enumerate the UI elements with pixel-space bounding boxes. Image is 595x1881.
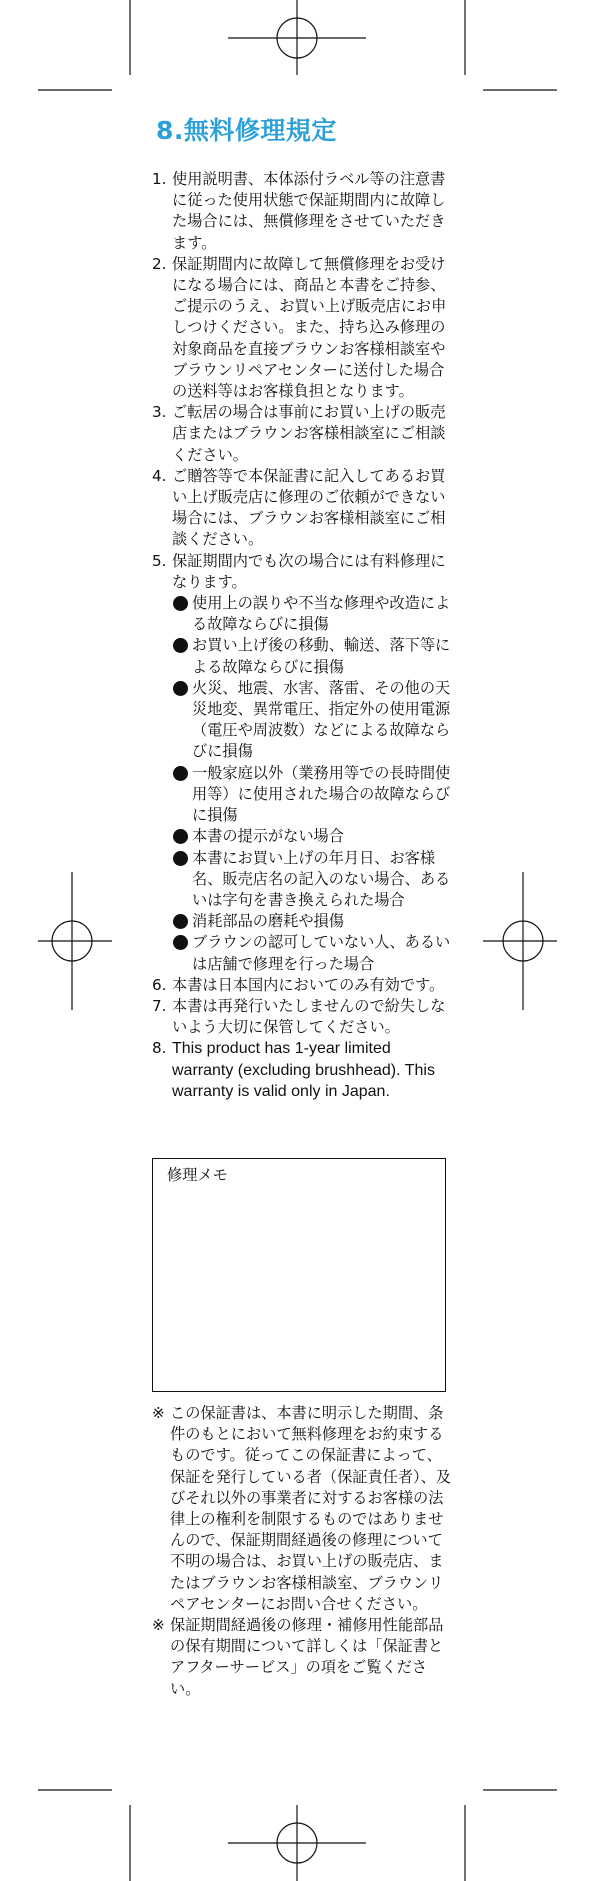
item-text: 保証期間内でも次の場合には有料修理になります。 [172,551,446,591]
reference-mark: ※ [152,1616,165,1635]
case-item [172,911,452,932]
notes-section [152,1403,452,1700]
terms-list [152,169,452,1102]
bullet-icon [173,851,188,866]
bullet-icon [173,766,188,781]
case-text: 火災、地震、水害、落雷、その他の天災地変、異常電圧、指定外の使用電源（電圧や周波数）などによる故障ならびに損傷 [192,678,451,761]
bullet-icon [173,681,188,696]
case-item [172,826,452,847]
item-text: This product has 1-year limited warranty (excluding brushhead). This warranty is valid only in Japan. [172,1040,435,1100]
case-text: 使用上の誤りや不当な修理や改造による故障ならびに損傷 [192,594,451,634]
section-heading: 8.無料修理規定 [156,116,337,145]
terms-item [152,551,452,975]
repair-memo-box [152,1158,446,1392]
warranty-section [152,115,452,1102]
case-text: 消耗部品の磨耗や損傷 [192,912,344,931]
case-text: 本書にお買い上げの年月日、お客様名、販売店名の記入のない場合、あるいは字句を書き換えられた場合 [192,848,451,909]
bullet-icon [173,638,188,653]
case-item [172,763,452,827]
item-number: 7. [152,996,167,1015]
bullet-icon [173,914,188,929]
item-text: ご転居の場合は事前にお買い上げの販売店またはブラウンお客様相談室にご相談ください。 [172,403,446,464]
case-text: ブラウンの認可していない人、あるいは店舗で修理を行った場合 [192,933,451,973]
terms-item [152,254,452,402]
terms-item [152,169,452,254]
item-number: 5. [152,551,167,570]
note-text: 保証期間経過後の修理・補修用性能部品の保有期間について詳しくは「保証書とアフターサービス」の項をご覧ください。 [170,1616,444,1698]
note-item [152,1403,452,1615]
item-number: 2. [152,254,167,273]
bullet-icon [173,596,188,611]
bullet-icon [173,829,188,844]
case-item [172,932,452,974]
case-item [172,848,452,912]
note-text: この保証書は、本書に明示した期間、条件のもとにおいて無料修理をお約束するものです。従ってこの保証書によって、保証を発行している者（保証責任者）、及びそれ以外の事業者に対するお客様の法律上の権利を制限するものではありませんので、保証期間経過後の修理について不明の場合は、お買い上げの販売店、またはブラウンお客様相談室、ブラウンリペアセンターにお問い合せください。 [170,1404,451,1613]
item-text: 保証期間内に故障して無償修理をお受けになる場合には、商品と本書をご持参、ご提示のうえ、お買い上げ販売店にお申しつけください。また、持ち込み修理の対象商品を直接ブラウンお客様相談室やブラウンリペアセンターに送付した場合の送料等はお客様負担となります。 [172,254,447,401]
registration-mark-left [38,872,112,1010]
case-text: お買い上げ後の移動、輸送、落下等による故障ならびに損傷 [192,636,451,676]
case-text: 本書の提示がない場合 [192,827,344,846]
item-number: 6. [152,975,167,994]
reference-mark: ※ [152,1404,165,1422]
note-item [152,1615,452,1700]
paid-repair-cases [172,593,452,975]
item-text: 本書は日本国内においてのみ有効です。 [172,975,445,994]
bullet-icon [173,935,188,950]
terms-item [152,402,452,466]
item-number: 4. [152,466,167,485]
item-number: 8. [152,1039,167,1058]
terms-item [152,996,452,1038]
item-number: 1. [152,170,167,188]
terms-item [152,466,452,551]
registration-mark-top [228,0,366,75]
registration-mark-right [483,872,557,1010]
item-text: 使用説明書、本体添付ラベル等の注意書に従った使用状態で保証期間内に故障した場合には、無償修理をさせていただきます。 [172,170,446,252]
case-item [172,593,452,635]
terms-item [152,975,452,996]
item-number: 3. [152,403,167,422]
terms-item [152,1038,452,1102]
case-item [172,678,452,763]
registration-mark-bottom [228,1805,366,1881]
case-item [172,635,452,677]
memo-label: 修理メモ [167,1166,228,1184]
item-text: 本書は再発行いたしませんので紛失しないよう大切に保管してください。 [172,996,446,1037]
case-text: 一般家庭以外（業務用等での長時間使用等）に使用された場合の故障ならびに損傷 [192,763,451,825]
item-text: ご贈答等で本保証書に記入してあるお買い上げ販売店に修理のご依頼ができない場合には、ブラウンお客様相談室にご相談ください。 [172,466,446,549]
